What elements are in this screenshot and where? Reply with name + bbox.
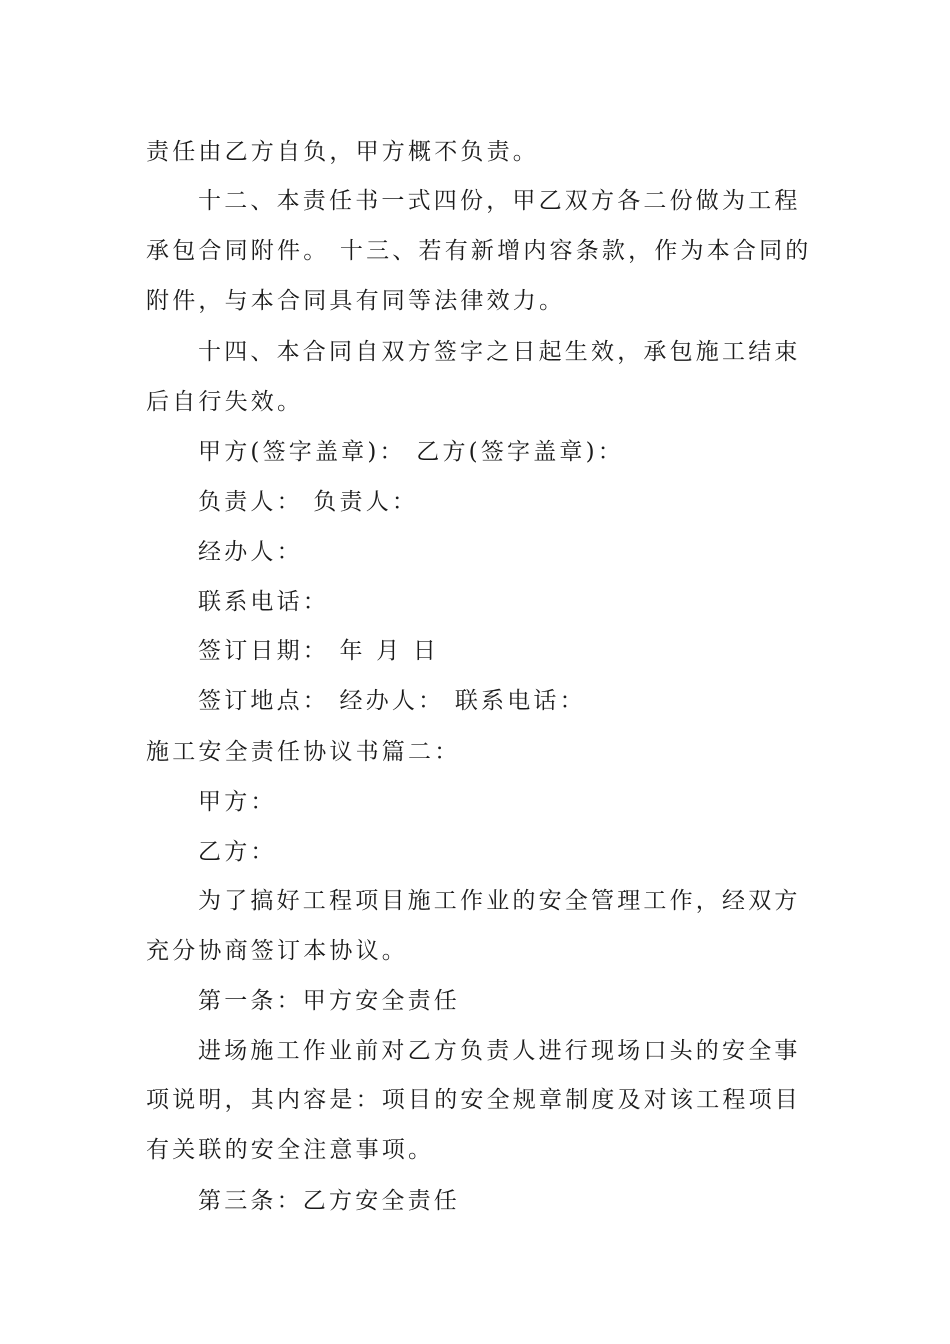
text-line: 有关联的安全注意事项。	[146, 1137, 435, 1163]
text-line: 承包合同附件。 十三、若有新增内容条款，作为本合同的	[146, 238, 812, 264]
text-line: 项说明，其内容是：项目的安全规章制度及对该工程项目	[146, 1087, 801, 1113]
signature-line: 经办人：	[198, 539, 303, 565]
text-line: 为了搞好工程项目施工作业的安全管理工作，经双方	[198, 888, 801, 914]
text-line: 充分协商签订本协议。	[146, 938, 408, 964]
text-line: 附件，与本合同具有同等法律效力。	[146, 288, 566, 314]
signature-line: 负责人： 负责人：	[198, 489, 419, 515]
signature-line: 签订地点： 经办人： 联系电话：	[198, 688, 586, 714]
party-line: 乙方：	[198, 839, 277, 865]
text-line: 进场施工作业前对乙方负责人进行现场口头的安全事	[198, 1038, 801, 1064]
text-line: 后自行失效。	[146, 389, 304, 415]
text-line: 十四、本合同自双方签字之日起生效，承包施工结束	[198, 339, 801, 365]
text-line: 十二、本责任书一式四份，甲乙双方各二份做为工程	[198, 188, 801, 214]
article-heading: 第一条：甲方安全责任	[198, 988, 460, 1014]
text-line: 责任由乙方自负，甲方概不负责。	[146, 139, 539, 165]
signature-line: 签订日期： 年 月 日	[198, 638, 440, 664]
section-heading: 施工安全责任协议书篇二：	[146, 739, 461, 765]
article-heading: 第三条：乙方安全责任	[198, 1188, 460, 1214]
signature-line: 联系电话：	[198, 589, 329, 615]
signature-line: 甲方(签字盖章)： 乙方(签字盖章)：	[198, 439, 625, 465]
party-line: 甲方：	[198, 789, 277, 815]
